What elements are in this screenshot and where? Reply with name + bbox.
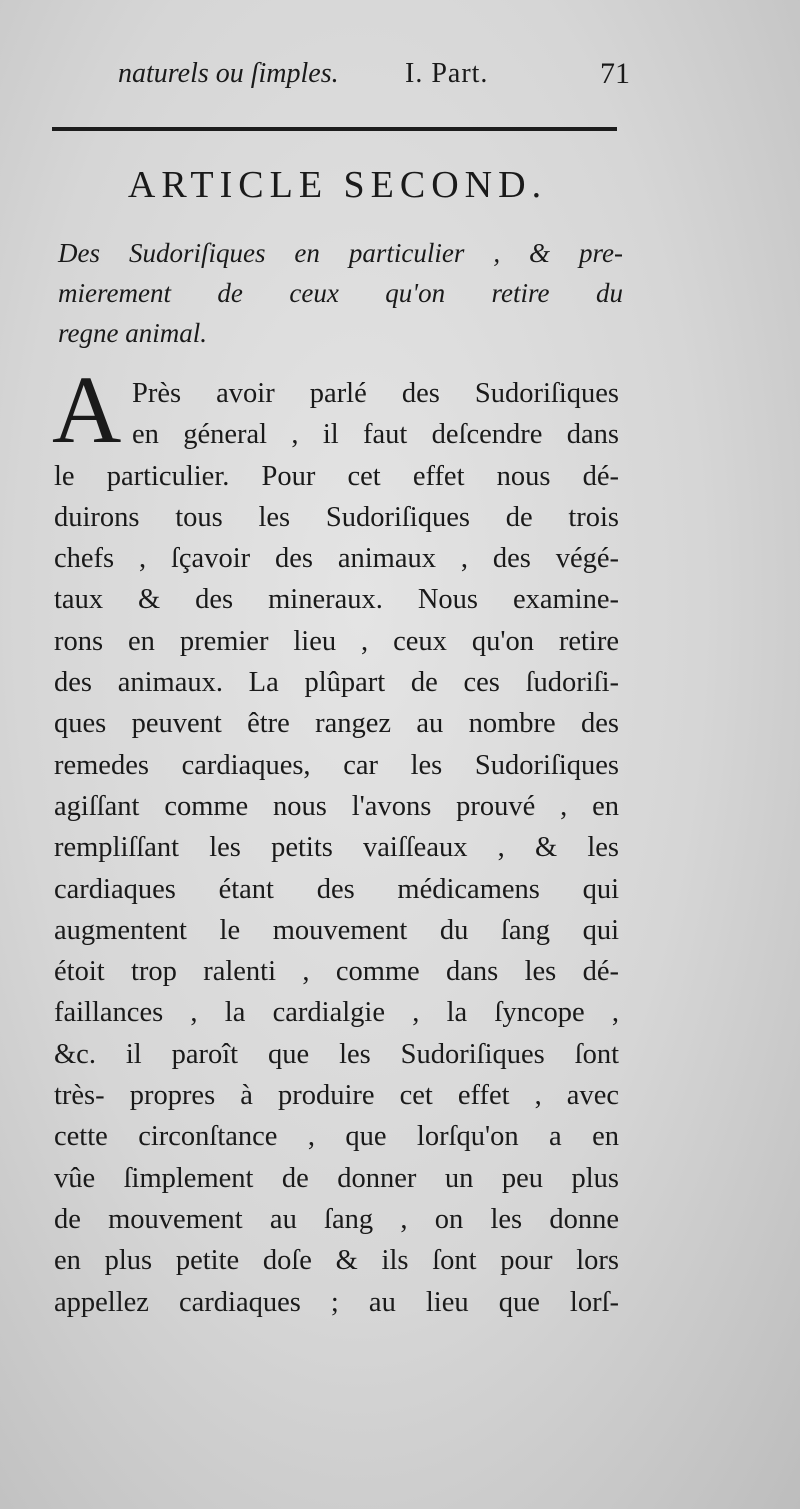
subtitle-line: regne animal. [58, 318, 207, 348]
body-line: duirons tous les Sudoriſiques de trois [54, 501, 619, 533]
body-text [54, 373, 619, 1323]
body-line: des animaux. La plûpart de ces ſudoriſi- [54, 667, 619, 699]
subtitle-line: Des Sudoriſiques en particulier , & pre- [58, 238, 623, 268]
article-title: ARTICLE SECOND. [127, 164, 548, 206]
article-subtitle [58, 233, 623, 353]
body-line: remedes cardiaques, car les Sudoriſiques [54, 749, 619, 781]
drop-cap: A [52, 356, 122, 463]
body-line: très- propres à produire cet effet , avec [54, 1080, 619, 1112]
body-line: vûe ſimplement de donner un peu plus [54, 1162, 619, 1194]
body-line: en plus petite doſe & ils ſont pour lors [54, 1245, 619, 1277]
running-head-title: naturels ou ſimples. [118, 58, 339, 89]
body-line: en géneral , il faut deſcendre dans [132, 419, 619, 451]
body-line: appellez cardiaques ; au lieu que lorſ- [54, 1286, 619, 1318]
body-line: &c. il paroît que les Sudoriſiques ſont [54, 1038, 619, 1070]
body-line: de mouvement au ſang , on les donne [54, 1203, 619, 1235]
body-line: rempliſſant les petits vaiſſeaux , & les [54, 832, 619, 864]
body-line: Près avoir parlé des Sudoriſiques [132, 378, 619, 409]
body-line: cardiaques étant des médicamens qui [54, 873, 619, 905]
body-line: le particulier. Pour cet effet nous dé- [54, 460, 619, 492]
header-rule [52, 127, 617, 131]
running-head-part: I. Part. [405, 58, 489, 89]
body-line: augmentent le mouvement du ſang qui [54, 914, 619, 946]
body-line: agiſſant comme nous l'avons prouvé , en [54, 790, 619, 822]
page-number: 71 [600, 57, 630, 90]
body-line: ques peuvent être rangez au nombre des [54, 708, 619, 740]
body-line: faillances , la cardialgie , la ſyncope , [54, 997, 619, 1029]
body-line: rons en premier lieu , ceux qu'on retire [54, 625, 619, 657]
body-line: cette circonſtance , que lorſqu'on a en [54, 1121, 619, 1153]
body-line: étoit trop ralenti , comme dans les dé- [54, 956, 619, 988]
body-line: chefs , ſçavoir des animaux , des végé- [54, 543, 619, 575]
subtitle-line: mierement de ceux qu'on retire du [58, 278, 623, 308]
body-line: taux & des mineraux. Nous examine- [54, 584, 619, 616]
running-head [110, 52, 630, 96]
